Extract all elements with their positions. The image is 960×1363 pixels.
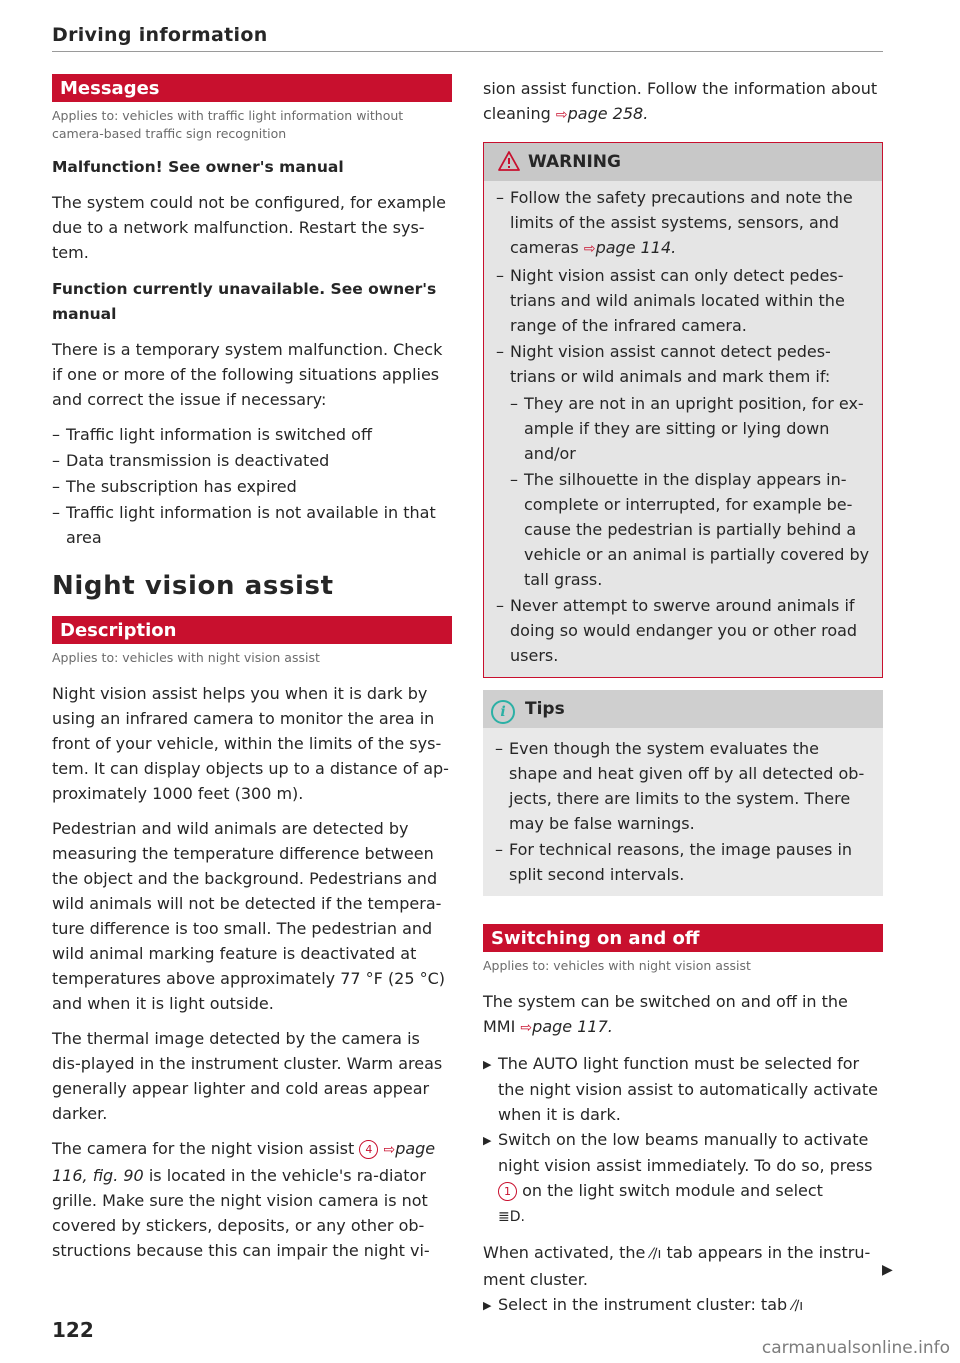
description-p2: Pedestrian and wild animals are detected by measuring the temperature difference between the object and the background. Pedestrians and wild animals will not be detected if the tempera-ture difference is too small. The pedestrian and wild animal marking feature is deactivated at temperatures above approximately 77 °F (25 °C) and when it is light outside. xyxy=(52,819,446,1013)
header-title: Driving information xyxy=(52,24,268,46)
message-1-text: The system could not be configured, for example due to a network malfunction. Restart the sys-tem. xyxy=(52,193,447,262)
step-2: ▶ Switch on the low beams manually to activate night vision assist immediately. To do so, press 1 on the light switch module and select ≣D. xyxy=(483,1130,873,1225)
callout-1: 1 xyxy=(498,1182,517,1201)
continued-text: sion assist function. Follow the information about cleaning ⇨page 258. xyxy=(483,79,878,123)
step-triangle-icon: ▶ xyxy=(483,1299,492,1312)
step-triangle-icon: ▶ xyxy=(483,1134,492,1147)
night-vision-tab-icon: ⁄∕ı xyxy=(792,1298,804,1314)
page-number: 122 xyxy=(52,1318,94,1342)
arrow-icon: ⇨ xyxy=(555,107,568,123)
warning-box xyxy=(483,142,883,678)
warning-sublist xyxy=(510,391,870,592)
list-item: – For technical reasons, the image pauses in split second intervals. xyxy=(495,840,853,884)
left-column xyxy=(52,74,452,1263)
tips-list xyxy=(495,736,871,887)
info-icon: i xyxy=(491,700,515,724)
switching-p2: When activated, the ⁄∕ı tab appears in the instru-ment cluster. xyxy=(483,1243,871,1289)
continue-arrow-icon: ▶ xyxy=(882,1262,893,1278)
description-p3: The thermal image detected by the camera is dis-played in the instrument cluster. Warm areas generally appear lighter and cold areas appear darker. xyxy=(52,1029,443,1123)
arrow-icon: ⇨ xyxy=(383,1142,396,1158)
low-beam-icon: ≣D. xyxy=(498,1209,525,1225)
messages-heading: Messages xyxy=(52,74,452,102)
warning-triangle-icon xyxy=(498,147,520,185)
list-item: – The subscription has expired xyxy=(52,477,297,496)
list-item: – Night vision assist can only detect pedes-trians and wild animals located within the range of the infrared camera. xyxy=(496,266,845,335)
message-2-text: There is a temporary system malfunction. Check if one or more of the following situations applies and correct the issue if necessary: xyxy=(52,340,443,409)
switching-applies: Applies to: vehicles with night vision assist xyxy=(483,958,751,973)
switching-heading: Switching on and off xyxy=(483,924,883,952)
warning-list-end xyxy=(496,593,870,668)
list-item: – Traffic light information is not available in that area xyxy=(52,503,436,547)
page-link[interactable]: page 116, fig. 90 xyxy=(52,1139,436,1185)
list-item: – The silhouette in the display appears in-complete or interrupted, for example be-cause the pedestrian is partially behind a vehicle or an animal is partially covered by tall grass. xyxy=(510,470,870,589)
right-column xyxy=(483,74,883,1319)
running-header xyxy=(52,24,883,52)
page-link[interactable]: page 117. xyxy=(532,1017,613,1036)
step-triangle-icon: ▶ xyxy=(483,1058,492,1071)
tips-header xyxy=(483,690,883,728)
list-item: – Never attempt to swerve around animals if doing so would endanger you or other road users. xyxy=(496,596,858,665)
step-1: ▶ The AUTO light function must be selected for the night vision assist to automatically activate when it is dark. xyxy=(483,1054,878,1124)
page-link[interactable]: page 114. xyxy=(595,238,677,257)
message-2-title: Function currently unavailable. See owner's manual xyxy=(52,280,437,323)
switching-p1: The system can be switched on and off in the MMI ⇨page 117. xyxy=(483,992,848,1036)
page-link[interactable]: page 258. xyxy=(567,104,649,123)
messages-applies: Applies to: vehicles with traffic light information without camera-based traffic sign recognition xyxy=(52,108,404,141)
section-title: Night vision assist xyxy=(52,571,334,601)
callout-4: 4 xyxy=(359,1140,378,1159)
description-applies: Applies to: vehicles with night vision assist xyxy=(52,650,320,665)
warning-list xyxy=(496,185,870,389)
list-item: – Night vision assist cannot detect pedes-trians or wild animals and mark them if: xyxy=(496,342,831,386)
watermark: carmanualsonline.info xyxy=(761,1338,950,1358)
warning-title: WARNING xyxy=(528,152,621,172)
description-p1: Night vision assist helps you when it is dark by using an infrared camera to monitor the area in front of your vehicle, within the limits of the sys-tem. It can display objects up to a distance of ap-proximately 1000 feet (300 m). xyxy=(52,684,449,803)
night-vision-tab-icon: ⁄∕ı xyxy=(650,1246,662,1262)
arrow-icon: ⇨ xyxy=(583,241,596,257)
tips-title: Tips xyxy=(525,699,565,719)
warning-header xyxy=(484,143,882,181)
messages-list xyxy=(52,422,452,550)
description-p4: The camera for the night vision assist 4 ⇨page 116, fig. 90 is located in the vehicle's ra-diator grille. Make sure the night vision camera is not covered by stickers, deposits, or any other ob-structions because this can impair the night vi- xyxy=(52,1139,436,1260)
list-item: – Even though the system evaluates the shape and heat given off by all detected ob-jects, there are limits to the system. There may be false warnings. xyxy=(495,739,865,833)
list-item: – Data transmission is deactivated xyxy=(52,451,330,470)
step-3: ▶ Select in the instrument cluster: tab ⁄∕ı xyxy=(483,1292,883,1319)
message-1-title: Malfunction! See owner's manual xyxy=(52,158,344,176)
list-item: – Traffic light information is switched off xyxy=(52,425,372,444)
list-item: – Follow the safety precautions and note the limits of the assist systems, sensors, and cameras ⇨page 114. xyxy=(496,188,853,257)
description-heading: Description xyxy=(52,616,452,644)
list-item: – They are not in an upright position, for ex-ample if they are sitting or lying down and/or xyxy=(510,394,864,463)
tips-box xyxy=(483,690,883,896)
arrow-icon: ⇨ xyxy=(520,1020,533,1036)
